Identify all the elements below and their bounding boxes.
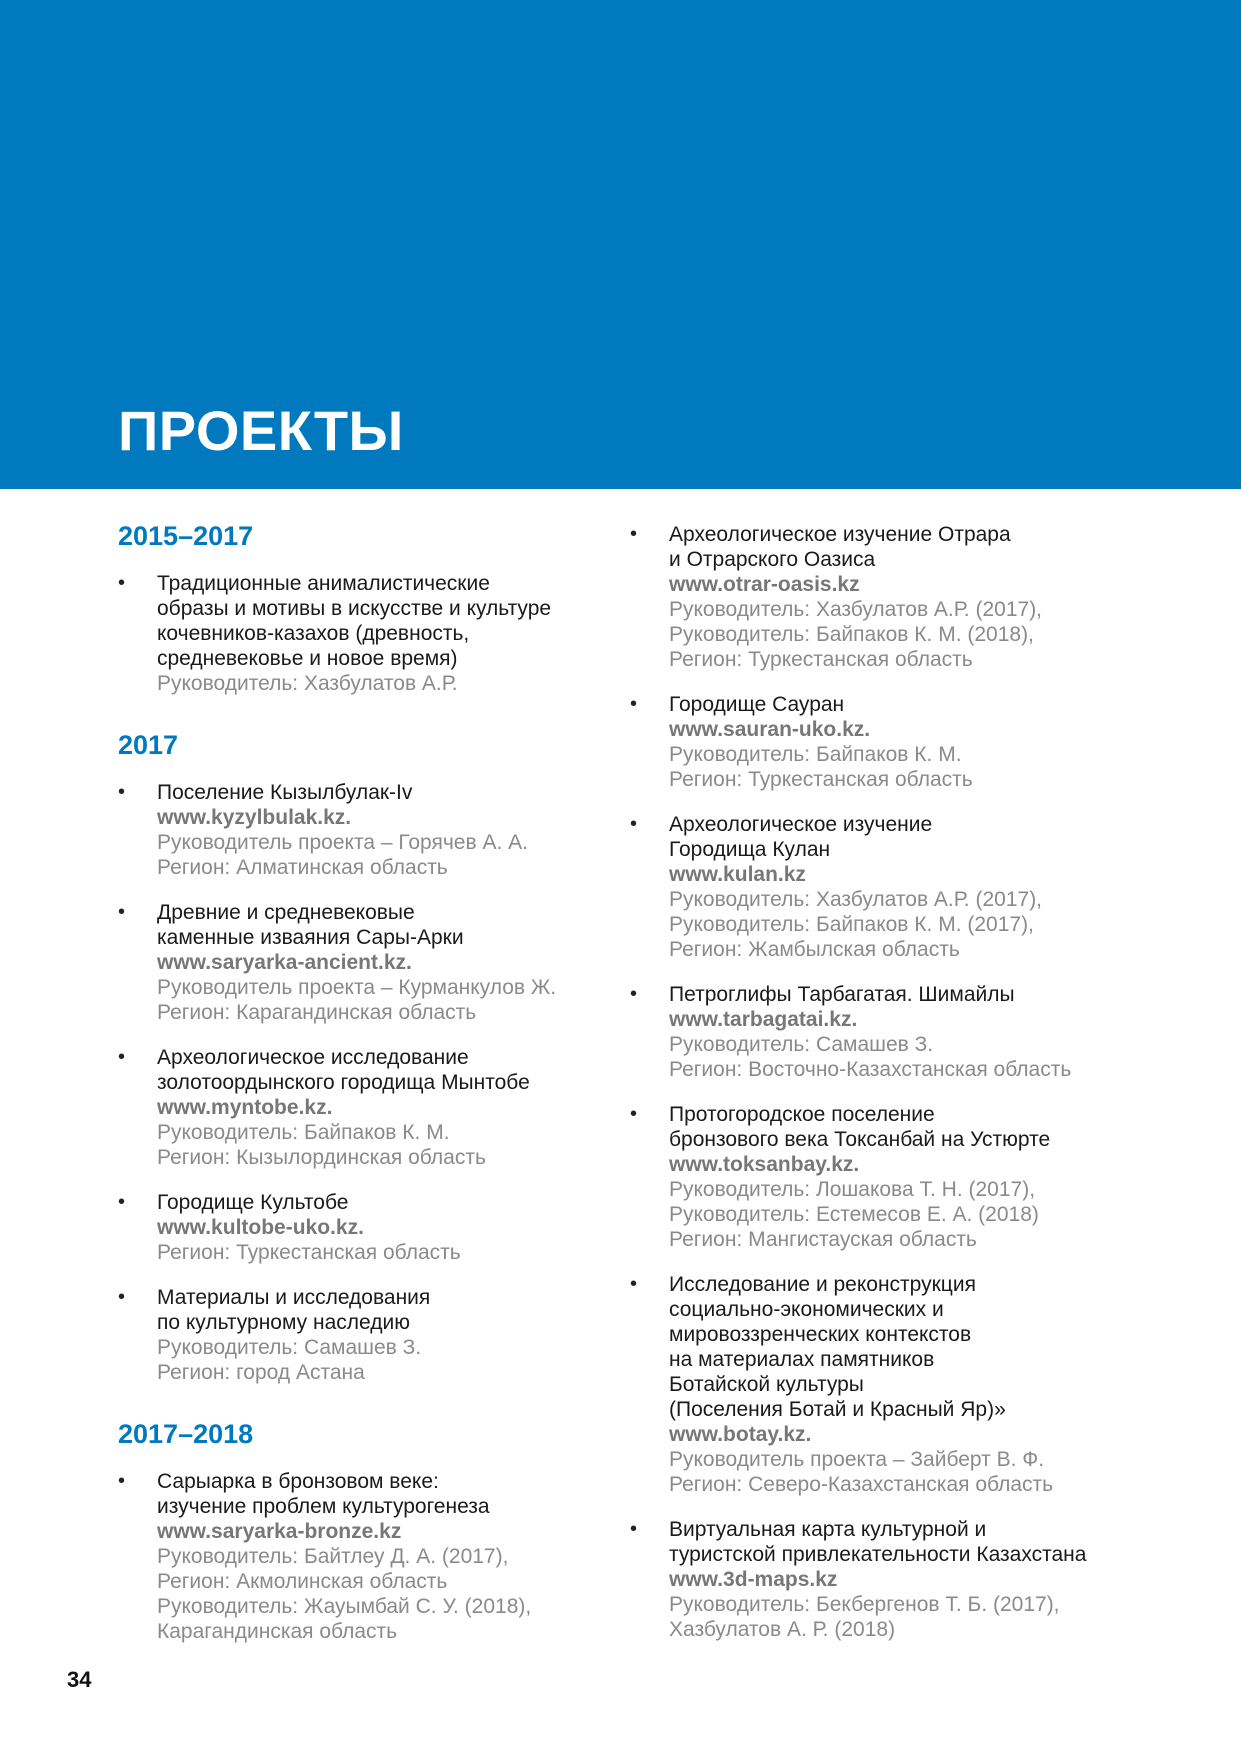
section-year-heading: 2017–2018 bbox=[118, 1419, 254, 1449]
project-website-link[interactable]: www.saryarka-ancient.kz. bbox=[157, 951, 412, 974]
project-title-line: Виртуальная карта культурной и bbox=[669, 1518, 987, 1541]
project-title-line: Городище Культобе bbox=[157, 1191, 349, 1214]
bullet-icon: • bbox=[118, 1286, 126, 1308]
project-title-line: Исследование и реконструкция bbox=[669, 1273, 976, 1296]
bullet-icon: • bbox=[630, 1103, 638, 1125]
bullet-icon: • bbox=[630, 983, 638, 1005]
project-title-line: по культурному наследию bbox=[157, 1311, 410, 1334]
project-meta-line: Карагандинская область bbox=[157, 1620, 398, 1643]
section-year-heading: 2015–2017 bbox=[118, 521, 254, 551]
project-meta-line: Регион: Туркестанская область bbox=[157, 1241, 461, 1264]
project-title-line: Городища Кулан bbox=[669, 838, 831, 861]
project-item bbox=[118, 1469, 618, 1644]
project-meta-line: Руководитель: Самашев З. bbox=[157, 1336, 422, 1359]
project-title-line: Археологическое изучение Отрара bbox=[669, 523, 1011, 546]
project-meta-line: Регион: Кызылординская область bbox=[157, 1146, 486, 1169]
project-title-line: мировоззренческих контекстов bbox=[669, 1323, 972, 1346]
bullet-icon: • bbox=[118, 1191, 126, 1213]
project-website-link[interactable]: www.kultobe-uko.kz. bbox=[157, 1216, 364, 1239]
project-title-line: Сарыарка в бронзовом веке: bbox=[157, 1470, 439, 1493]
project-meta-line: Руководитель: Самашев З. bbox=[669, 1033, 934, 1056]
project-website-link[interactable]: www.kyzylbulak.kz. bbox=[157, 806, 352, 829]
project-item bbox=[630, 1102, 1230, 1252]
project-list bbox=[630, 522, 1230, 1642]
project-meta-line: Руководитель: Хазбулатов А.Р. (2017), bbox=[669, 888, 1043, 911]
project-meta-line: Регион: Туркестанская область bbox=[669, 648, 973, 671]
project-item bbox=[630, 982, 1230, 1082]
project-meta-line: Регион: Карагандинская область bbox=[157, 1001, 477, 1024]
section-year-heading: 2017 bbox=[118, 730, 179, 760]
project-meta-line: Регион: Алматинская область bbox=[157, 856, 448, 879]
project-title-line: золотоордынского городища Мынтобе bbox=[157, 1071, 530, 1094]
project-list bbox=[118, 1469, 618, 1644]
project-meta-line: Руководитель: Хазбулатов А.Р. (2017), bbox=[669, 598, 1043, 621]
project-meta-line: Хазбулатов А. Р. (2018) bbox=[669, 1618, 896, 1641]
bullet-icon: • bbox=[118, 781, 126, 803]
project-meta-line: Руководитель: Байпаков К. М. bbox=[669, 743, 962, 766]
project-website-link[interactable]: www.kulan.kz bbox=[669, 863, 806, 886]
project-item bbox=[118, 1045, 618, 1170]
bullet-icon: • bbox=[118, 572, 126, 594]
project-meta-line: Руководитель: Байпаков К. М. (2018), bbox=[669, 623, 1034, 646]
project-item bbox=[118, 571, 618, 696]
project-title-line: Древние и средневековые bbox=[157, 901, 415, 924]
project-meta-line: Руководитель: Лошакова Т. Н. (2017), bbox=[669, 1178, 1036, 1201]
year-section bbox=[118, 518, 618, 696]
project-item bbox=[630, 692, 1230, 792]
project-meta-line: Регион: город Астана bbox=[157, 1361, 365, 1384]
project-title-line: Петроглифы Тарбагатая. Шимайлы bbox=[669, 983, 1015, 1006]
project-meta-line: Руководитель проекта – Курманкулов Ж. bbox=[157, 976, 557, 999]
project-meta-line: Регион: Жамбылская область bbox=[669, 938, 960, 961]
project-meta-line: Руководитель проекта – Горячев А. А. bbox=[157, 831, 528, 854]
project-item bbox=[630, 1517, 1230, 1642]
page-title: ПРОЕКТЫ bbox=[118, 399, 404, 462]
bullet-icon: • bbox=[118, 901, 126, 923]
bullet-icon: • bbox=[630, 813, 638, 835]
project-website-link[interactable]: www.3d-maps.kz bbox=[669, 1568, 838, 1591]
project-meta-line: Регион: Туркестанская область bbox=[669, 768, 973, 791]
project-item bbox=[630, 522, 1230, 672]
project-title-line: Городище Сауран bbox=[669, 693, 845, 716]
project-meta-line: Руководитель: Естемесов Е. А. (2018) bbox=[669, 1203, 1039, 1226]
page-number: 34 bbox=[67, 1667, 92, 1692]
year-section bbox=[118, 1416, 618, 1644]
project-meta-line: Руководитель: Байпаков К. М. bbox=[157, 1121, 450, 1144]
project-website-link[interactable]: www.saryarka-bronze.kz bbox=[157, 1520, 402, 1543]
project-title-line: и Отрарского Оазиса bbox=[669, 548, 876, 571]
project-website-link[interactable]: www.otrar-oasis.kz bbox=[669, 573, 860, 596]
project-meta-line: Регион: Северо-Казахстанская область bbox=[669, 1473, 1054, 1496]
project-title-line: Протогородское поселение bbox=[669, 1103, 935, 1126]
project-title-line: кочевников-казахов (древность, bbox=[157, 622, 470, 645]
project-website-link[interactable]: www.toksanbay.kz. bbox=[669, 1153, 860, 1176]
project-title-line: бронзового века Токсанбай на Устюрте bbox=[669, 1128, 1051, 1151]
project-website-link[interactable]: www.botay.kz. bbox=[669, 1423, 812, 1446]
project-list bbox=[118, 571, 618, 696]
project-item bbox=[118, 1190, 618, 1265]
project-list bbox=[118, 780, 618, 1385]
bullet-icon: • bbox=[630, 693, 638, 715]
project-website-link[interactable]: www.myntobe.kz. bbox=[157, 1096, 333, 1119]
project-meta-line: Руководитель проекта – Зайберт В. Ф. bbox=[669, 1448, 1045, 1471]
project-title-line: изучение проблем культурогенеза bbox=[157, 1495, 490, 1518]
project-title-line: (Поселения Ботай и Красный Яр)» bbox=[669, 1398, 1006, 1421]
project-meta-line: Руководитель: Жауымбай С. У. (2018), bbox=[157, 1595, 532, 1618]
project-title-line: каменные изваяния Сары-Арки bbox=[157, 926, 464, 949]
bullet-icon: • bbox=[118, 1046, 126, 1068]
project-meta-line: Регион: Мангистауская область bbox=[669, 1228, 977, 1251]
bullet-icon: • bbox=[630, 1518, 638, 1540]
project-title-line: образы и мотивы в искусстве и культуре bbox=[157, 597, 552, 620]
project-item bbox=[118, 1285, 618, 1385]
project-website-link[interactable]: www.sauran-uko.kz. bbox=[669, 718, 871, 741]
project-website-link[interactable]: www.tarbagatai.kz. bbox=[669, 1008, 858, 1031]
project-meta-line: Руководитель: Бекбергенов Т. Б. (2017), bbox=[669, 1593, 1060, 1616]
project-item bbox=[630, 1272, 1230, 1497]
project-title-line: Поселение Кызылбулак-Iv bbox=[157, 781, 413, 804]
bullet-icon: • bbox=[630, 1273, 638, 1295]
project-meta-line: Руководитель: Байпаков К. М. (2017), bbox=[669, 913, 1034, 936]
project-meta-line: Регион: Восточно-Казахстанская область bbox=[669, 1058, 1072, 1081]
project-item bbox=[630, 812, 1230, 962]
project-title-line: Традиционные анималистические bbox=[157, 572, 490, 595]
project-title-line: Ботайской культуры bbox=[669, 1373, 864, 1396]
project-title-line: средневековье и новое время) bbox=[157, 647, 458, 670]
project-item bbox=[118, 900, 618, 1025]
project-item bbox=[118, 780, 618, 880]
year-section bbox=[118, 727, 618, 1385]
project-title-line: на материалах памятников bbox=[669, 1348, 935, 1371]
bullet-icon: • bbox=[118, 1470, 126, 1492]
left-column bbox=[118, 518, 618, 1675]
right-column bbox=[630, 522, 1230, 1662]
project-title-line: Материалы и исследования bbox=[157, 1286, 431, 1309]
project-meta-line: Регион: Акмолинская область bbox=[157, 1570, 448, 1593]
project-title-line: социально-экономических и bbox=[669, 1298, 944, 1321]
project-title-line: Археологическое исследование bbox=[157, 1046, 469, 1069]
project-meta-line: Руководитель: Хазбулатов А.Р. bbox=[157, 672, 458, 695]
project-title-line: туристской привлекательности Казахстана bbox=[669, 1543, 1087, 1566]
project-title-line: Археологическое изучение bbox=[669, 813, 933, 836]
project-meta-line: Руководитель: Байтлеу Д. А. (2017), bbox=[157, 1545, 509, 1568]
bullet-icon: • bbox=[630, 523, 638, 545]
